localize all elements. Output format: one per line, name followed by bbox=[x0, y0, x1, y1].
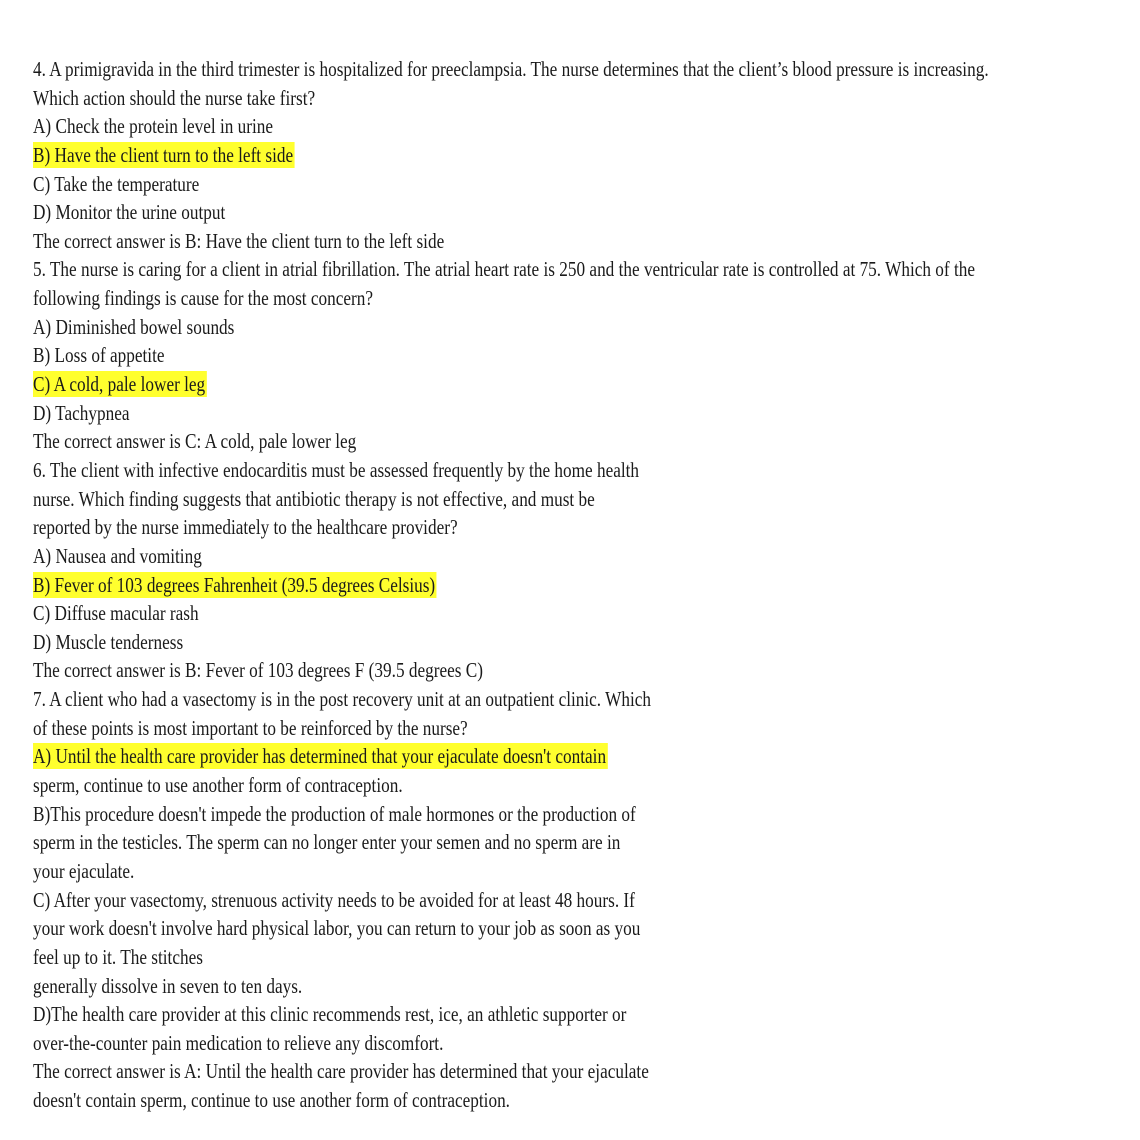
highlight: C) A cold, pale lower leg bbox=[33, 372, 206, 397]
question-5-option-a: A) Diminished bowel sounds bbox=[33, 314, 235, 339]
question-5-option-b: B) Loss of appetite bbox=[33, 343, 165, 368]
question-4-option-d: D) Monitor the urine output bbox=[33, 200, 226, 225]
question-5 bbox=[33, 255, 1123, 455]
highlight: B) Fever of 103 degrees Fahrenheit (39.5 degrees Celsius) bbox=[33, 572, 436, 597]
question-7 bbox=[33, 685, 1123, 1115]
question-7-option-d-line-1: D)The health care provider at this clinic recommends rest, ice, an athletic supporter or bbox=[33, 1002, 627, 1027]
question-6-option-b-highlighted bbox=[33, 571, 927, 600]
highlight: B) Have the client turn to the left side bbox=[33, 142, 294, 167]
question-7-option-c-line-4: generally dissolve in seven to ten days. bbox=[33, 973, 303, 998]
question-7-option-b-line-2: sperm in the testicles. The sperm can no longer enter your semen and no sperm are in bbox=[33, 830, 621, 855]
question-6-answer: The correct answer is B: Fever of 103 degrees F (39.5 degrees C) bbox=[33, 658, 483, 683]
question-5-option-c-highlighted bbox=[33, 370, 927, 399]
question-6 bbox=[33, 456, 1123, 685]
question-7-option-d-line-2: over-the-counter pain medication to relieve any discomfort. bbox=[33, 1030, 444, 1055]
question-7-answer-line-2: doesn't contain sperm, continue to use another form of contraception. bbox=[33, 1088, 510, 1113]
question-7-option-a-line-1-highlighted bbox=[33, 742, 927, 771]
question-7-option-c-line-2: your work doesn't involve hard physical labor, you can return to your job as soon as you bbox=[33, 916, 641, 941]
question-6-option-a: A) Nausea and vomiting bbox=[33, 543, 202, 568]
question-6-stem-line-3: reported by the nurse immediately to the healthcare provider? bbox=[33, 515, 458, 540]
question-6-option-d: D) Muscle tenderness bbox=[33, 629, 184, 654]
highlight: A) Until the health care provider has determined that your ejaculate doesn't contain bbox=[33, 744, 607, 769]
question-7-stem-line-1: 7. A client who had a vasectomy is in the post recovery unit at an outpatient clinic. Which bbox=[33, 687, 652, 712]
question-6-option-c: C) Diffuse macular rash bbox=[33, 601, 199, 626]
question-4-option-b-highlighted bbox=[33, 141, 927, 170]
question-5-answer: The correct answer is C: A cold, pale lower leg bbox=[33, 429, 357, 454]
question-7-option-c-line-3: feel up to it. The stitches bbox=[33, 944, 203, 969]
question-4 bbox=[33, 55, 1123, 255]
question-5-stem-line-1: 5. The nurse is caring for a client in atrial fibrillation. The atrial heart rate is 250 and the ventricular rate is controlled at 75. Which of the bbox=[33, 257, 975, 282]
question-7-answer-line-1: The correct answer is A: Until the health care provider has determined that your ejaculate bbox=[33, 1059, 649, 1084]
document-page bbox=[33, 55, 1123, 1115]
question-5-option-d: D) Tachypnea bbox=[33, 400, 130, 425]
question-4-answer: The correct answer is B: Have the client turn to the left side bbox=[33, 228, 445, 253]
question-4-option-c: C) Take the temperature bbox=[33, 171, 200, 196]
question-7-option-b-line-1: B)This procedure doesn't impede the production of male hormones or the production of bbox=[33, 801, 636, 826]
question-7-option-a-line-2: sperm, continue to use another form of contraception. bbox=[33, 773, 403, 798]
question-7-option-b-line-3: your ejaculate. bbox=[33, 858, 135, 883]
question-4-stem-line-1: 4. A primigravida in the third trimester is hospitalized for preeclampsia. The nurse determines that the client’s blood pressure is increasing. bbox=[33, 57, 989, 81]
question-4-option-a: A) Check the protein level in urine bbox=[33, 114, 274, 139]
question-6-stem-line-1: 6. The client with infective endocarditis must be assessed frequently by the home health bbox=[33, 457, 640, 482]
question-5-stem-line-2: following findings is cause for the most concern? bbox=[33, 286, 374, 311]
question-4-stem-line-2: Which action should the nurse take first? bbox=[33, 85, 316, 110]
question-7-option-c-line-1: C) After your vasectomy, strenuous activity needs to be avoided for at least 48 hours. If bbox=[33, 887, 635, 912]
question-7-stem-line-2: of these points is most important to be reinforced by the nurse? bbox=[33, 715, 468, 740]
question-6-stem-line-2: nurse. Which finding suggests that antibiotic therapy is not effective, and must be bbox=[33, 486, 595, 511]
